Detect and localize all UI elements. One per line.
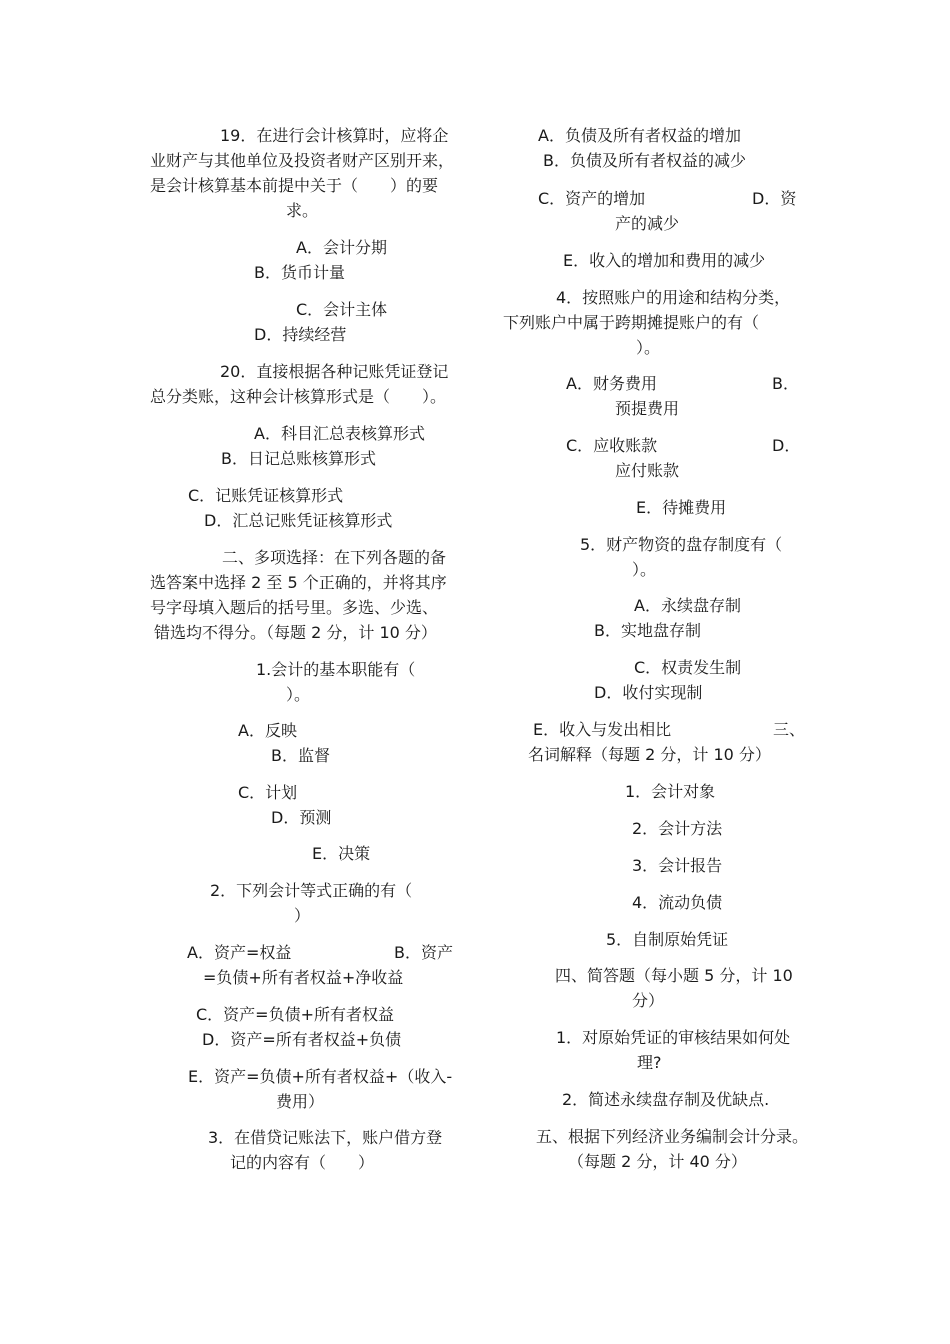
question-20-line1: 20．直接根据各种记账凭证登记 <box>220 362 449 381</box>
multi-3-option-d-line1: D．资 <box>752 189 797 208</box>
multi-3-option-e: E．收入的增加和费用的减少 <box>563 251 766 270</box>
multi-3-option-a: A．负债及所有者权益的增加 <box>538 126 741 145</box>
term-2: 2．会计方法 <box>632 819 723 838</box>
term-1: 1．会计对象 <box>625 782 716 801</box>
multi-5-option-a: A．永续盘存制 <box>634 596 741 615</box>
multi-2-option-e-line2: 费用） <box>276 1092 325 1111</box>
multi-3-line2: 记的内容有（ ） <box>230 1153 375 1172</box>
question-20-line2: 总分类账，这种会计核算形式是（ ）。 <box>150 387 447 406</box>
multi-3-line1: 3．在借贷记账法下，账户借方登 <box>208 1128 443 1147</box>
term-5: 5．自制原始凭证 <box>606 930 729 949</box>
multi-1-option-d: D．预测 <box>271 808 332 827</box>
question-19-option-d: D．持续经营 <box>254 325 347 344</box>
short-answer-1-line1: 1．对原始凭证的审核结果如何处 <box>556 1028 791 1047</box>
section-2-heading-line1: 二、多项选择：在下列各题的备 <box>222 548 447 567</box>
multi-2-option-d: D．资产=所有者权益+负债 <box>202 1030 402 1049</box>
question-19-option-c: C．会计主体 <box>296 300 388 319</box>
multi-1-line2: ）。 <box>286 685 311 704</box>
section-5-heading-line2: （每题 2 分，计 40 分） <box>568 1152 747 1171</box>
question-19-line4: 求。 <box>286 201 319 220</box>
section-4-heading-line1: 四、简答题（每小题 5 分，计 10 <box>555 966 793 985</box>
section-2-heading-line2: 选答案中选择 2 至 5 个正确的，并将其序 <box>150 573 447 592</box>
multi-4-option-c: C．应收账款 <box>566 436 658 455</box>
multi-4-option-a: A．财务费用 <box>566 374 657 393</box>
multi-2-option-b-line2: =负债+所有者权益+净收益 <box>203 968 404 987</box>
multi-4-option-d-line1: D． <box>772 436 801 455</box>
multi-1-option-b: B．监督 <box>271 746 330 765</box>
multi-4-option-e: E．待摊费用 <box>636 498 727 517</box>
question-19-option-a: A．会计分期 <box>296 238 387 257</box>
multi-2-option-e-line1: E．资产=负债+所有者权益+（收入- <box>188 1067 453 1086</box>
multi-5-line2: ）。 <box>632 560 657 579</box>
multi-1-option-a: A．反映 <box>238 721 297 740</box>
multi-4-line3: ）。 <box>636 338 661 357</box>
multi-2-line1: 2．下列会计等式正确的有（ <box>210 881 413 900</box>
multi-4-option-d-line2: 应付账款 <box>615 461 680 480</box>
multi-2-line2: ） <box>294 906 311 925</box>
multi-5-line1: 5．财产物资的盘存制度有（ <box>580 535 783 554</box>
question-20-option-b: B．日记总账核算形式 <box>221 449 376 468</box>
section-2-heading-line4: 错选均不得分。（每题 2 分，计 10 分） <box>154 623 437 642</box>
section-3-heading-line2: 名词解释（每题 2 分，计 10 分） <box>528 745 771 764</box>
term-3: 3．会计报告 <box>632 856 723 875</box>
question-20-option-c: C．记账凭证核算形式 <box>188 486 344 505</box>
section-5-heading-line1: 五、根据下列经济业务编制会计分录。 <box>536 1127 809 1146</box>
multi-4-line1: 4．按照账户的用途和结构分类， <box>556 288 791 307</box>
multi-2-option-b-line1: B．资产 <box>394 943 453 962</box>
multi-4-option-b-line2: 预提费用 <box>615 399 680 418</box>
question-19-line1: 19．在进行会计核算时，应将企 <box>220 126 449 145</box>
multi-3-option-d-line2: 产的减少 <box>615 214 680 233</box>
section-2-heading-line3: 号字母填入题后的括号里。多选、少选、 <box>150 598 439 617</box>
section-3-heading-line1: 三、 <box>773 720 806 739</box>
short-answer-1-line2: 理? <box>637 1053 662 1072</box>
question-19-option-b: B．货币计量 <box>254 263 345 282</box>
multi-3-option-b: B．负债及所有者权益的减少 <box>543 151 746 170</box>
section-4-heading-line2: 分） <box>632 991 665 1010</box>
multi-4-line2: 下列账户中属于跨期摊提账户的有（ <box>503 313 760 332</box>
short-answer-2: 2．简述永续盘存制及优缺点. <box>562 1090 770 1109</box>
multi-5-option-b: B．实地盘存制 <box>594 621 701 640</box>
multi-3-option-c: C．资产的增加 <box>538 189 646 208</box>
question-19-line2: 业财产与其他单位及投资者财产区别开来， <box>150 151 455 170</box>
multi-2-option-a: A．资产=权益 <box>187 943 292 962</box>
question-19-line3: 是会计核算基本前提中关于（ ）的要 <box>150 176 439 195</box>
multi-5-option-c: C．权责发生制 <box>634 658 742 677</box>
multi-2-option-c: C．资产=负债+所有者权益 <box>196 1005 394 1024</box>
question-20-option-d: D．汇总记账凭证核算形式 <box>204 511 393 530</box>
question-20-option-a: A．科目汇总表核算形式 <box>254 424 425 443</box>
multi-4-option-b-line1: B． <box>772 374 799 393</box>
multi-1-option-c: C．计划 <box>238 783 298 802</box>
term-4: 4．流动负债 <box>632 893 723 912</box>
multi-5-option-d: D．收付实现制 <box>594 683 703 702</box>
multi-5-option-e: E．收入与发出相比 <box>533 720 672 739</box>
multi-1-line1: 1.会计的基本职能有（ <box>256 660 416 679</box>
multi-1-option-e: E．决策 <box>312 844 371 863</box>
